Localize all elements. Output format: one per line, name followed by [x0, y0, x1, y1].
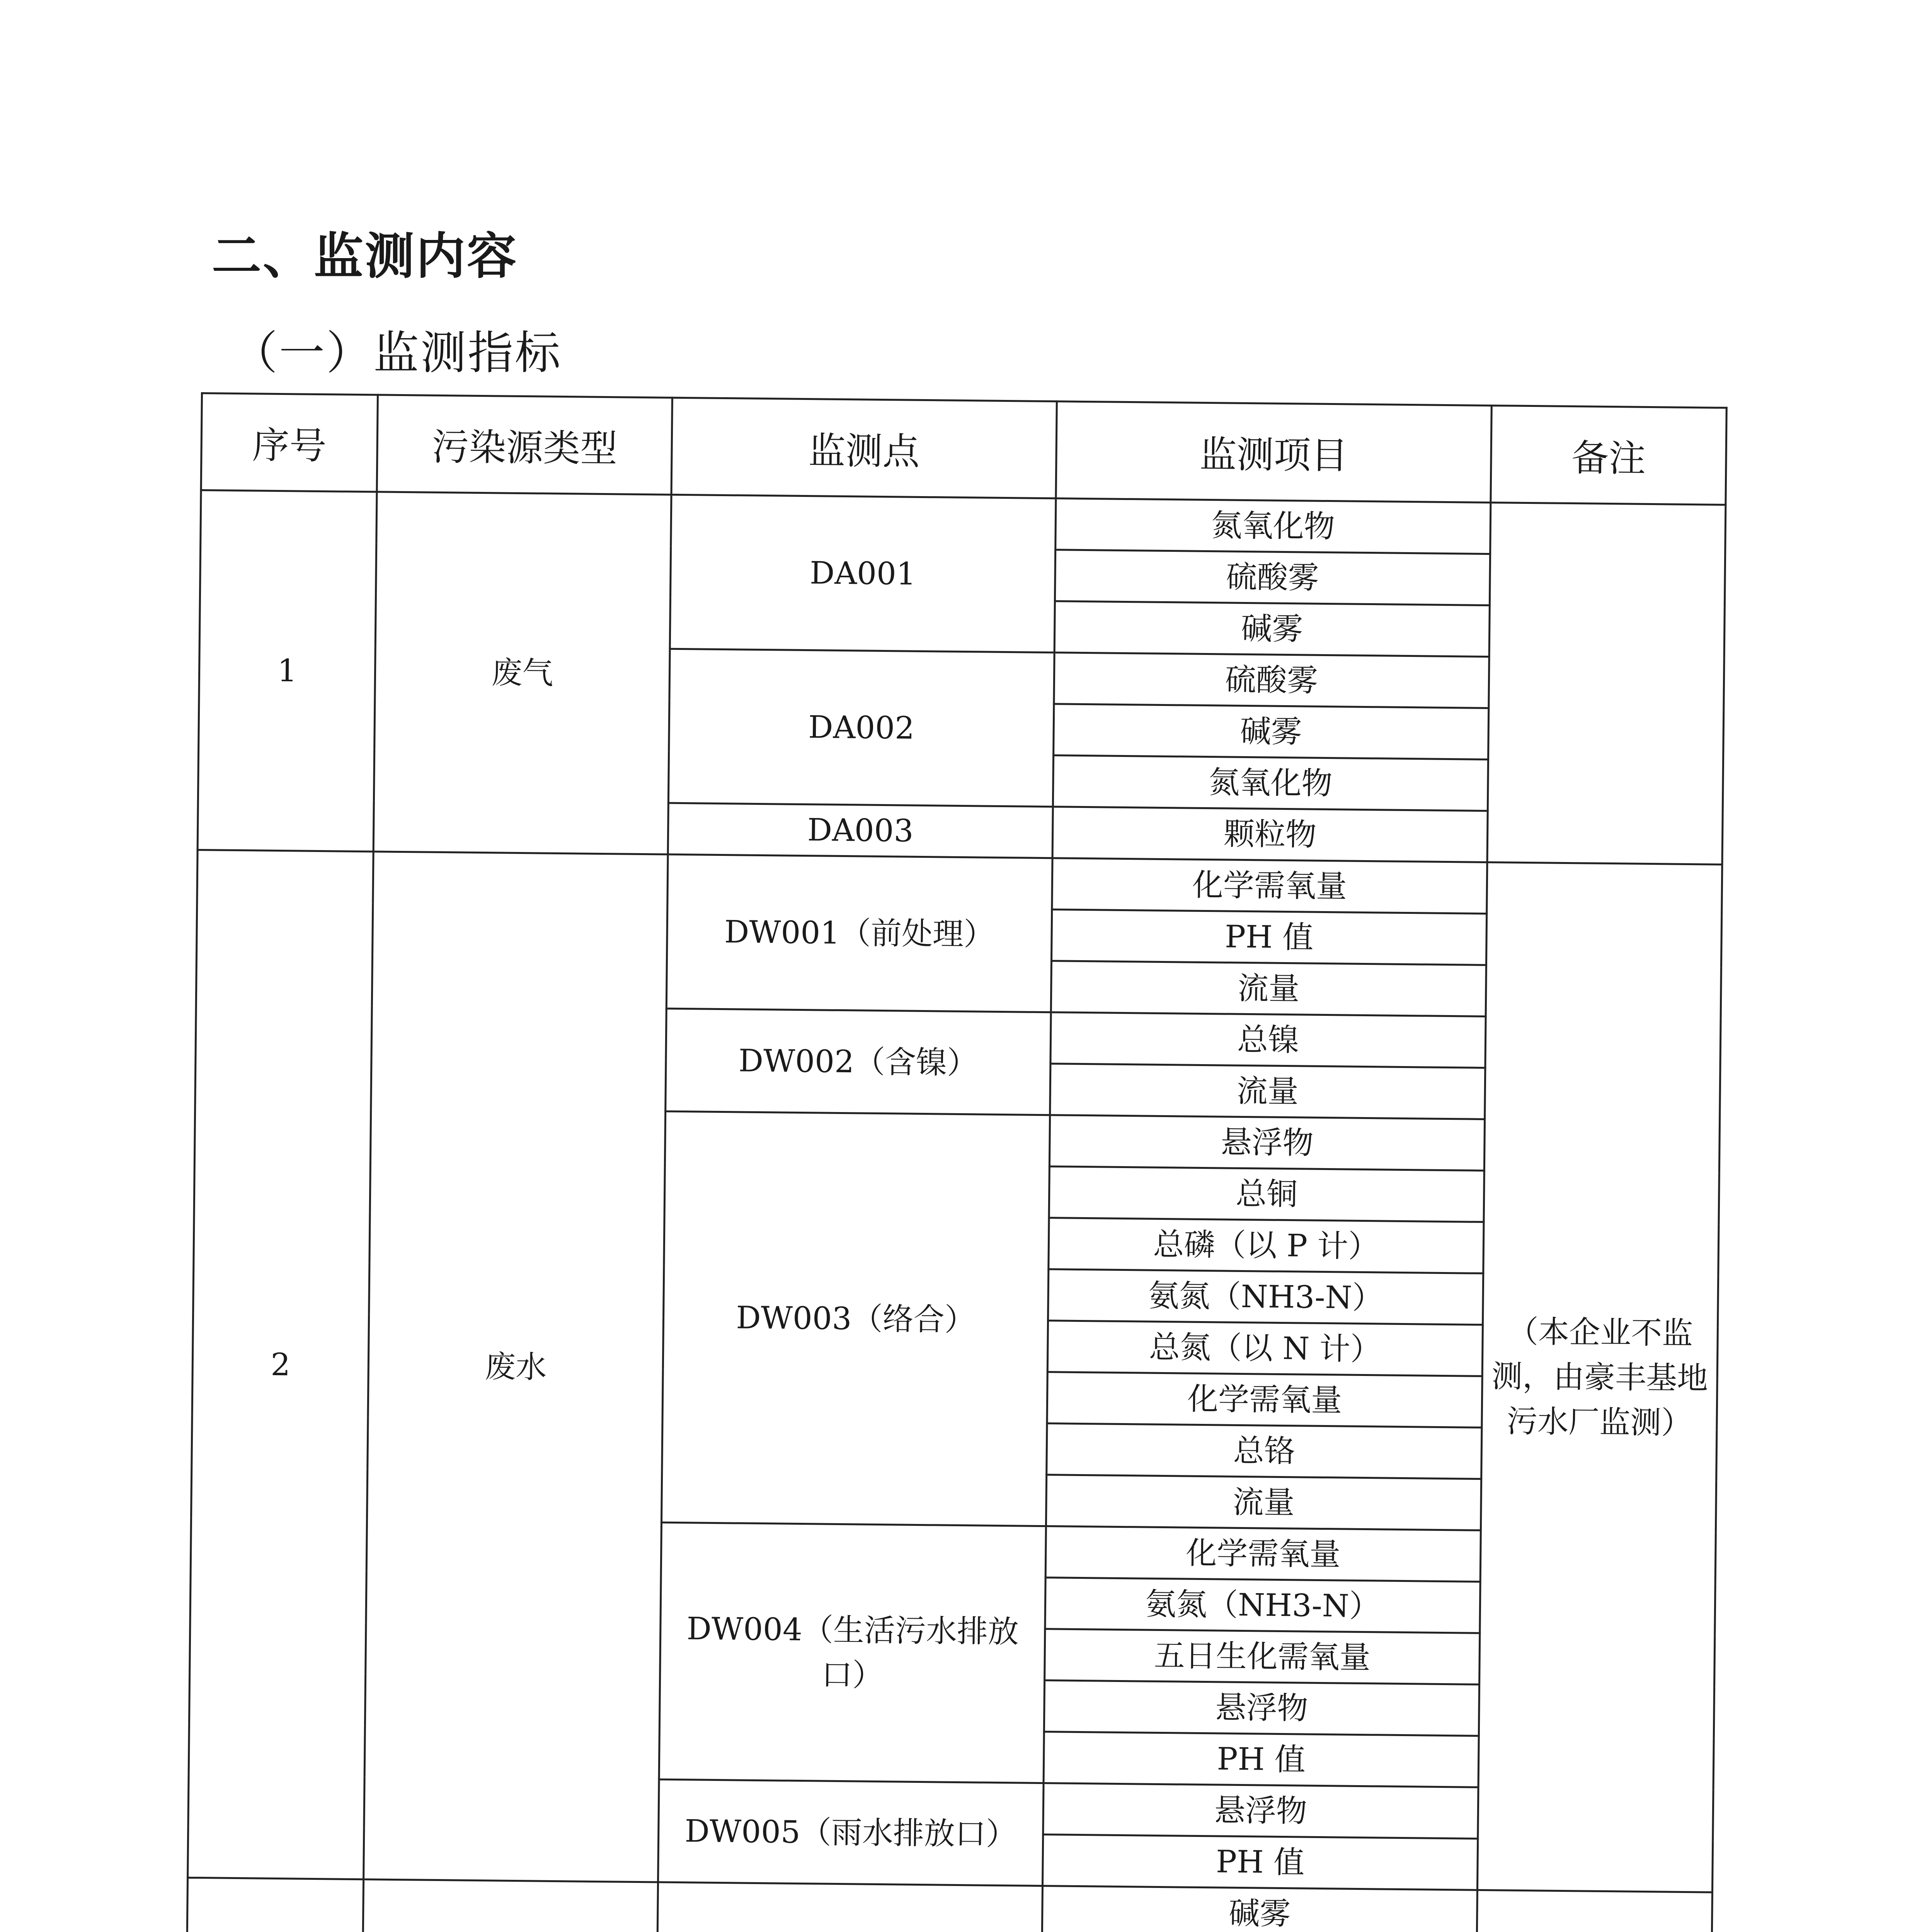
monitoring-point: DA002	[668, 649, 1054, 807]
table-body	[182, 490, 1726, 1932]
monitoring-item: 悬浮物	[1043, 1783, 1478, 1839]
monitoring-item: 流量	[1046, 1475, 1481, 1531]
pollution-source-type: 废水	[364, 852, 668, 1882]
group-number: 2	[188, 850, 374, 1879]
monitoring-item: 总铬	[1047, 1423, 1482, 1479]
monitoring-item: PH 值	[1042, 1835, 1478, 1890]
monitoring-indicators-table	[181, 392, 1728, 1932]
group-remark	[1472, 1890, 1712, 1932]
group-number: 1	[197, 490, 377, 852]
monitoring-item: 流量	[1050, 1064, 1485, 1119]
monitoring-item: 氨氮（NH3-N）	[1048, 1269, 1483, 1325]
group-remark	[1487, 503, 1726, 865]
pollution-source-type: 废气	[373, 492, 671, 854]
monitoring-item: PH 值	[1051, 910, 1486, 965]
monitoring-point: DA001	[670, 495, 1056, 653]
monitoring-item: PH 值	[1044, 1732, 1479, 1787]
monitoring-item: 硫酸雾	[1054, 653, 1489, 708]
monitoring-item: 化学需氧量	[1045, 1526, 1481, 1582]
monitoring-item: 碱雾	[1042, 1886, 1477, 1932]
monitoring-point: DW001（前处理）	[666, 854, 1052, 1012]
monitoring-item: 悬浮物	[1049, 1115, 1485, 1171]
header-monitoring-item: 监测项目	[1056, 401, 1491, 503]
monitoring-item: 化学需氧量	[1047, 1372, 1482, 1428]
monitoring-point: DW005（雨水排放口）	[658, 1779, 1044, 1886]
section-heading: 二、监测内容	[212, 228, 518, 285]
header-monitoring-point: 监测点	[671, 398, 1057, 498]
monitoring-item: 氨氮（NH3-N）	[1045, 1578, 1480, 1633]
header-source-type: 污染源类型	[377, 395, 672, 495]
monitoring-item: 总氮（以 N 计）	[1047, 1321, 1483, 1376]
monitoring-item: 颗粒物	[1052, 807, 1488, 862]
monitoring-item: 悬浮物	[1044, 1680, 1479, 1736]
monitoring-item: 氮氧化物	[1053, 755, 1488, 811]
header-no: 序号	[201, 393, 378, 492]
monitoring-point	[656, 1882, 1042, 1932]
table-header-row	[201, 393, 1726, 505]
monitoring-item: 总镍	[1050, 1012, 1486, 1068]
monitoring-item: 总铜	[1049, 1167, 1484, 1222]
header-remark: 备注	[1491, 406, 1726, 505]
pollution-source-type	[358, 1879, 658, 1932]
monitoring-item: 五日生化需氧量	[1045, 1629, 1480, 1685]
monitoring-item: 碱雾	[1054, 704, 1489, 760]
monitoring-point: DW004（生活污水排放口）	[659, 1522, 1046, 1783]
group-remark: （本企业不监测，由豪丰基地污水厂监测）	[1477, 862, 1722, 1893]
monitoring-item: 流量	[1051, 961, 1486, 1017]
monitoring-point: DW002（含镍）	[666, 1009, 1051, 1115]
monitoring-item: 总磷（以 P 计）	[1049, 1218, 1484, 1274]
monitoring-item: 碱雾	[1054, 601, 1490, 657]
monitoring-item: 硫酸雾	[1055, 550, 1490, 605]
monitoring-item: 氮氧化物	[1056, 498, 1491, 554]
monitoring-point: DW003（络合）	[661, 1111, 1050, 1526]
subsection-heading: （一）监测指标	[232, 326, 562, 379]
monitoring-point: DA003	[668, 803, 1053, 858]
group-number	[182, 1878, 364, 1932]
monitoring-item: 化学需氧量	[1052, 858, 1487, 914]
